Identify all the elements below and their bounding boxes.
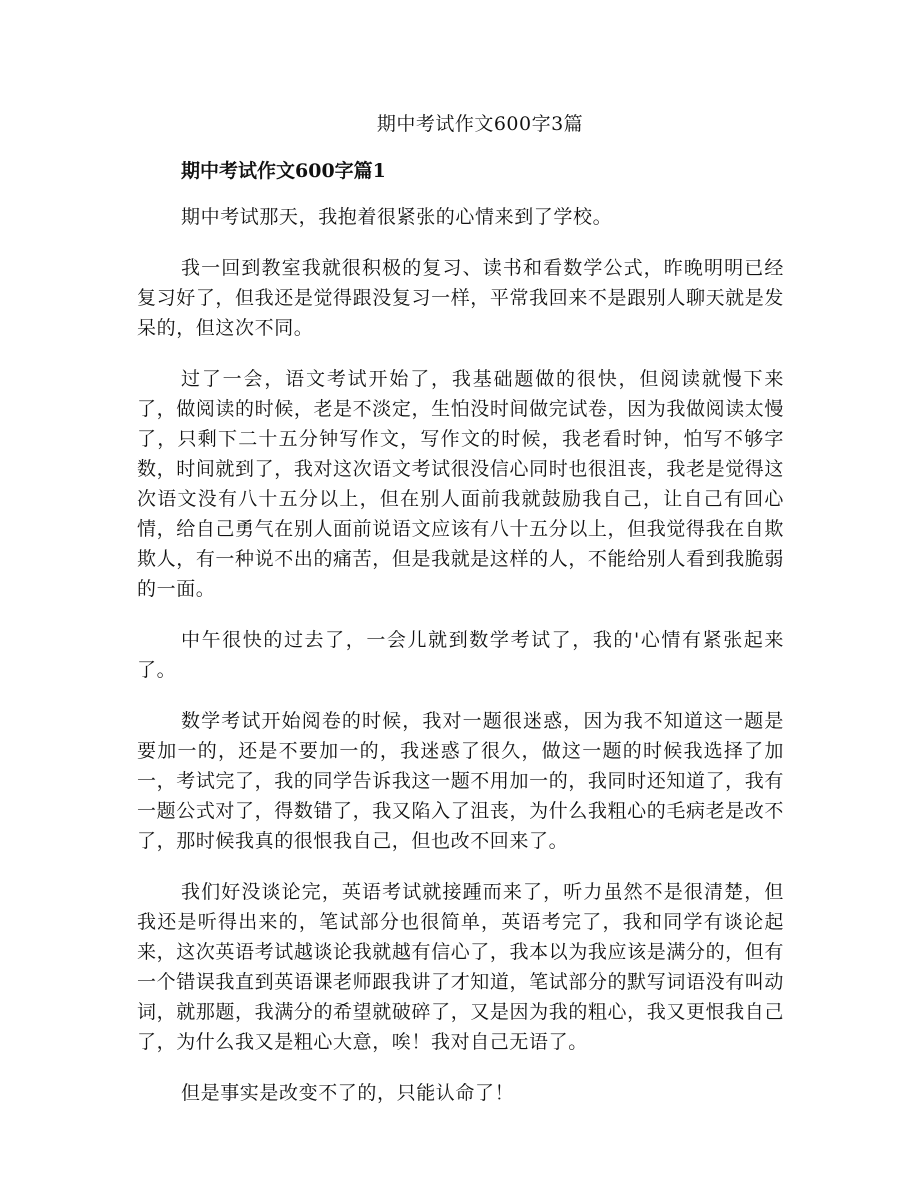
paragraph: 但是事实是改变不了的，只能认命了！: [181, 1082, 515, 1104]
paragraph: 我一回到教室我就很积极的复习、读书和看数学公式，昨晚明明已经复习好了，但我还是觉得跟没复习一样，平常我回来不是跟别人聊天就是发呆的，但这次不同。: [137, 257, 784, 339]
paragraph: 数学考试开始阅卷的时候，我对一题很迷惑，因为我不知道这一题是要加一的，还是不要加一的，我迷惑了很久，做这一题的时候我选择了加一，考试完了，我的同学告诉我这一题不用加一的，我同时还知道了，我有一题公式对了，得数错了，我又陷入了沮丧，为什么我粗心的毛病老是改不了，那时候我真的很恨我自己，但也改不回来了。: [137, 710, 784, 852]
paragraph: 过了一会，语文考试开始了，我基础题做的很快，但阅读就慢下来了，做阅读的时候，老是不淡定，生怕没时间做完试卷，因为我做阅读太慢了，只剩下二十五分钟写作文，写作文的时候，我老看时钟，怕写不够字数，时间就到了，我对这次语文考试很没信心同时也很沮丧，我老是觉得这次语文没有八十五分以上，但在别人面前我就鼓励我自己，让自己有回心情，给自己勇气在别人面前说语文应该有八十五分以上，但我觉得我在自欺欺人，有一种说不出的痛苦，但是我就是这样的人，不能给别人看到我脆弱的一面。: [137, 368, 784, 600]
document-title: 期中考试作文600字3篇: [376, 113, 584, 135]
paragraph: 我们好没谈论完，英语考试就接踵而来了，听力虽然不是很清楚，但我还是听得出来的，笔试部分也很简单，英语考完了，我和同学有谈论起来，这次英语考试越谈论我就越有信心了，我本以为我应该是满分的，但有一个错误我直到英语课老师跟我讲了才知道，笔试部分的默写词语没有叫动词，就那题，我满分的希望就破碎了，又是因为我的粗心，我又更恨我自己了，为什么我又是粗心大意，唉！我对自己无语了。: [137, 881, 784, 1053]
paragraph: 期中考试那天，我抱着很紧张的心情来到了学校。: [181, 206, 613, 228]
section-heading: 期中考试作文600字篇1: [181, 160, 386, 182]
paragraph: 中午很快的过去了，一会儿就到数学考试了，我的'心情有紧张起来了。: [137, 629, 784, 681]
document-body: [137, 202, 784, 1129]
